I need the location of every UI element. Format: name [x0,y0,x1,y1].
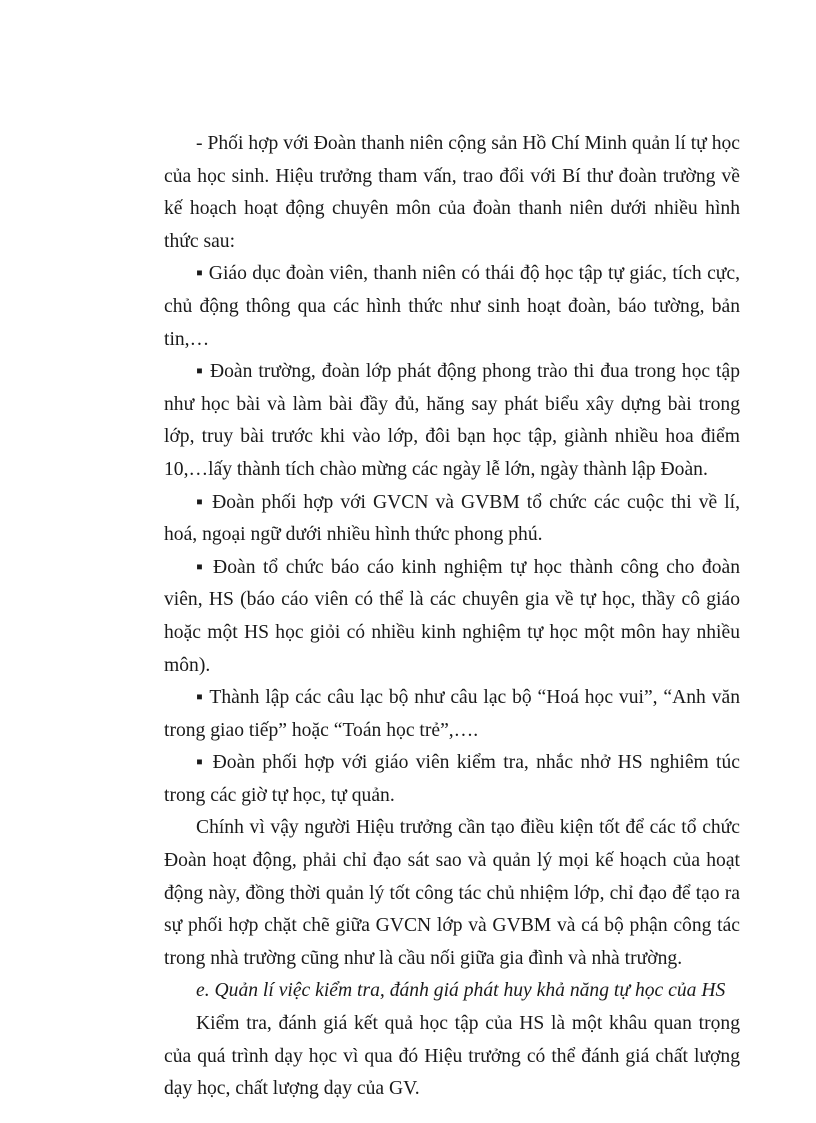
bullet-phong-trao-thi-dua: ▪ Đoàn trường, đoàn lớp phát động phong trào thi đua trong học tập như học bài và làm bài đầy đủ, hăng say phát biểu xây dựng bài trong lớp, truy bài trước khi vào lớp, đôi bạn học tập, giành nhiều hoa điểm 10,…lấy thành tích chào mừng các ngày lễ lớn, ngày thành lập Đoàn. [164,361,740,480]
bullet-giao-duc-doan-vien: ▪ Giáo dục đoàn viên, thanh niên có thái độ học tập tự giác, tích cực, chủ động thông qua các hình thức như sinh hoạt đoàn, báo tường, bản tin,… [164,263,740,350]
bullet-kiem-tra-nhac-nho: ▪ Đoàn phối hợp với giáo viên kiểm tra, nhắc nhở HS nghiêm túc trong các giờ tự học, tự quản. [164,752,740,806]
bullet-bao-cao-kinh-nghiem: ▪ Đoàn tổ chức báo cáo kinh nghiệm tự học thành công cho đoàn viên, HS (báo cáo viên có thể là các chuyên gia về tự học, thầy cô giáo hoặc một HS học giỏi có nhiều kinh nghiệm tự học một môn hay nhiều môn). [164,556,740,676]
bullet-cuoc-thi: ▪ Đoàn phối hợp với GVCN và GVBM tổ chức các cuộc thi về lí, hoá, ngoại ngữ dưới nhiều hình thức phong phú. [164,491,740,546]
bullet-cau-lac-bo: ▪ Thành lập các câu lạc bộ như câu lạc bộ “Hoá học vui”, “Anh văn trong giao tiếp” hoặc “Toán học trẻ”,…. [164,687,740,741]
paragraph-kiem-tra-danh-gia: Kiểm tra, đánh giá kết quả học tập của HS là một khâu quan trọng của quá trình dạy học vì qua đó Hiệu trưởng có thể đánh giá chất lượng dạy học, chất lượng dạy của GV. [164,1013,740,1100]
paragraph-doan-thanh-nien: - Phối hợp với Đoàn thanh niên cộng sản Hồ Chí Minh quản lí tự học của học sinh. Hiệu trưởng tham vấn, trao đổi với Bí thư đoàn trường về kế hoạch hoạt động chuyên môn của đoàn thanh niên dưới nhiều hình thức sau: [164,133,740,252]
paragraph-chinh-vi-vay: Chính vì vậy người Hiệu trưởng cần tạo điều kiện tốt để các tổ chức Đoàn hoạt động, phải chỉ đạo sát sao và quản lý mọi kế hoạch của hoạt động này, đồng thời quản lý tốt công tác chủ nhiệm lớp, chỉ đạo để tạo ra sự phối hợp chặt chẽ giữa GVCN lớp và GVBM và cá bộ phận công tác trong nhà trường cũng như là cầu nối giữa gia đình và nhà trường. [164,817,740,969]
section-heading-e: e. Quản lí việc kiểm tra, đánh giá phát huy khả năng tự học của HS [196,980,726,1002]
document-body [164,128,740,1106]
